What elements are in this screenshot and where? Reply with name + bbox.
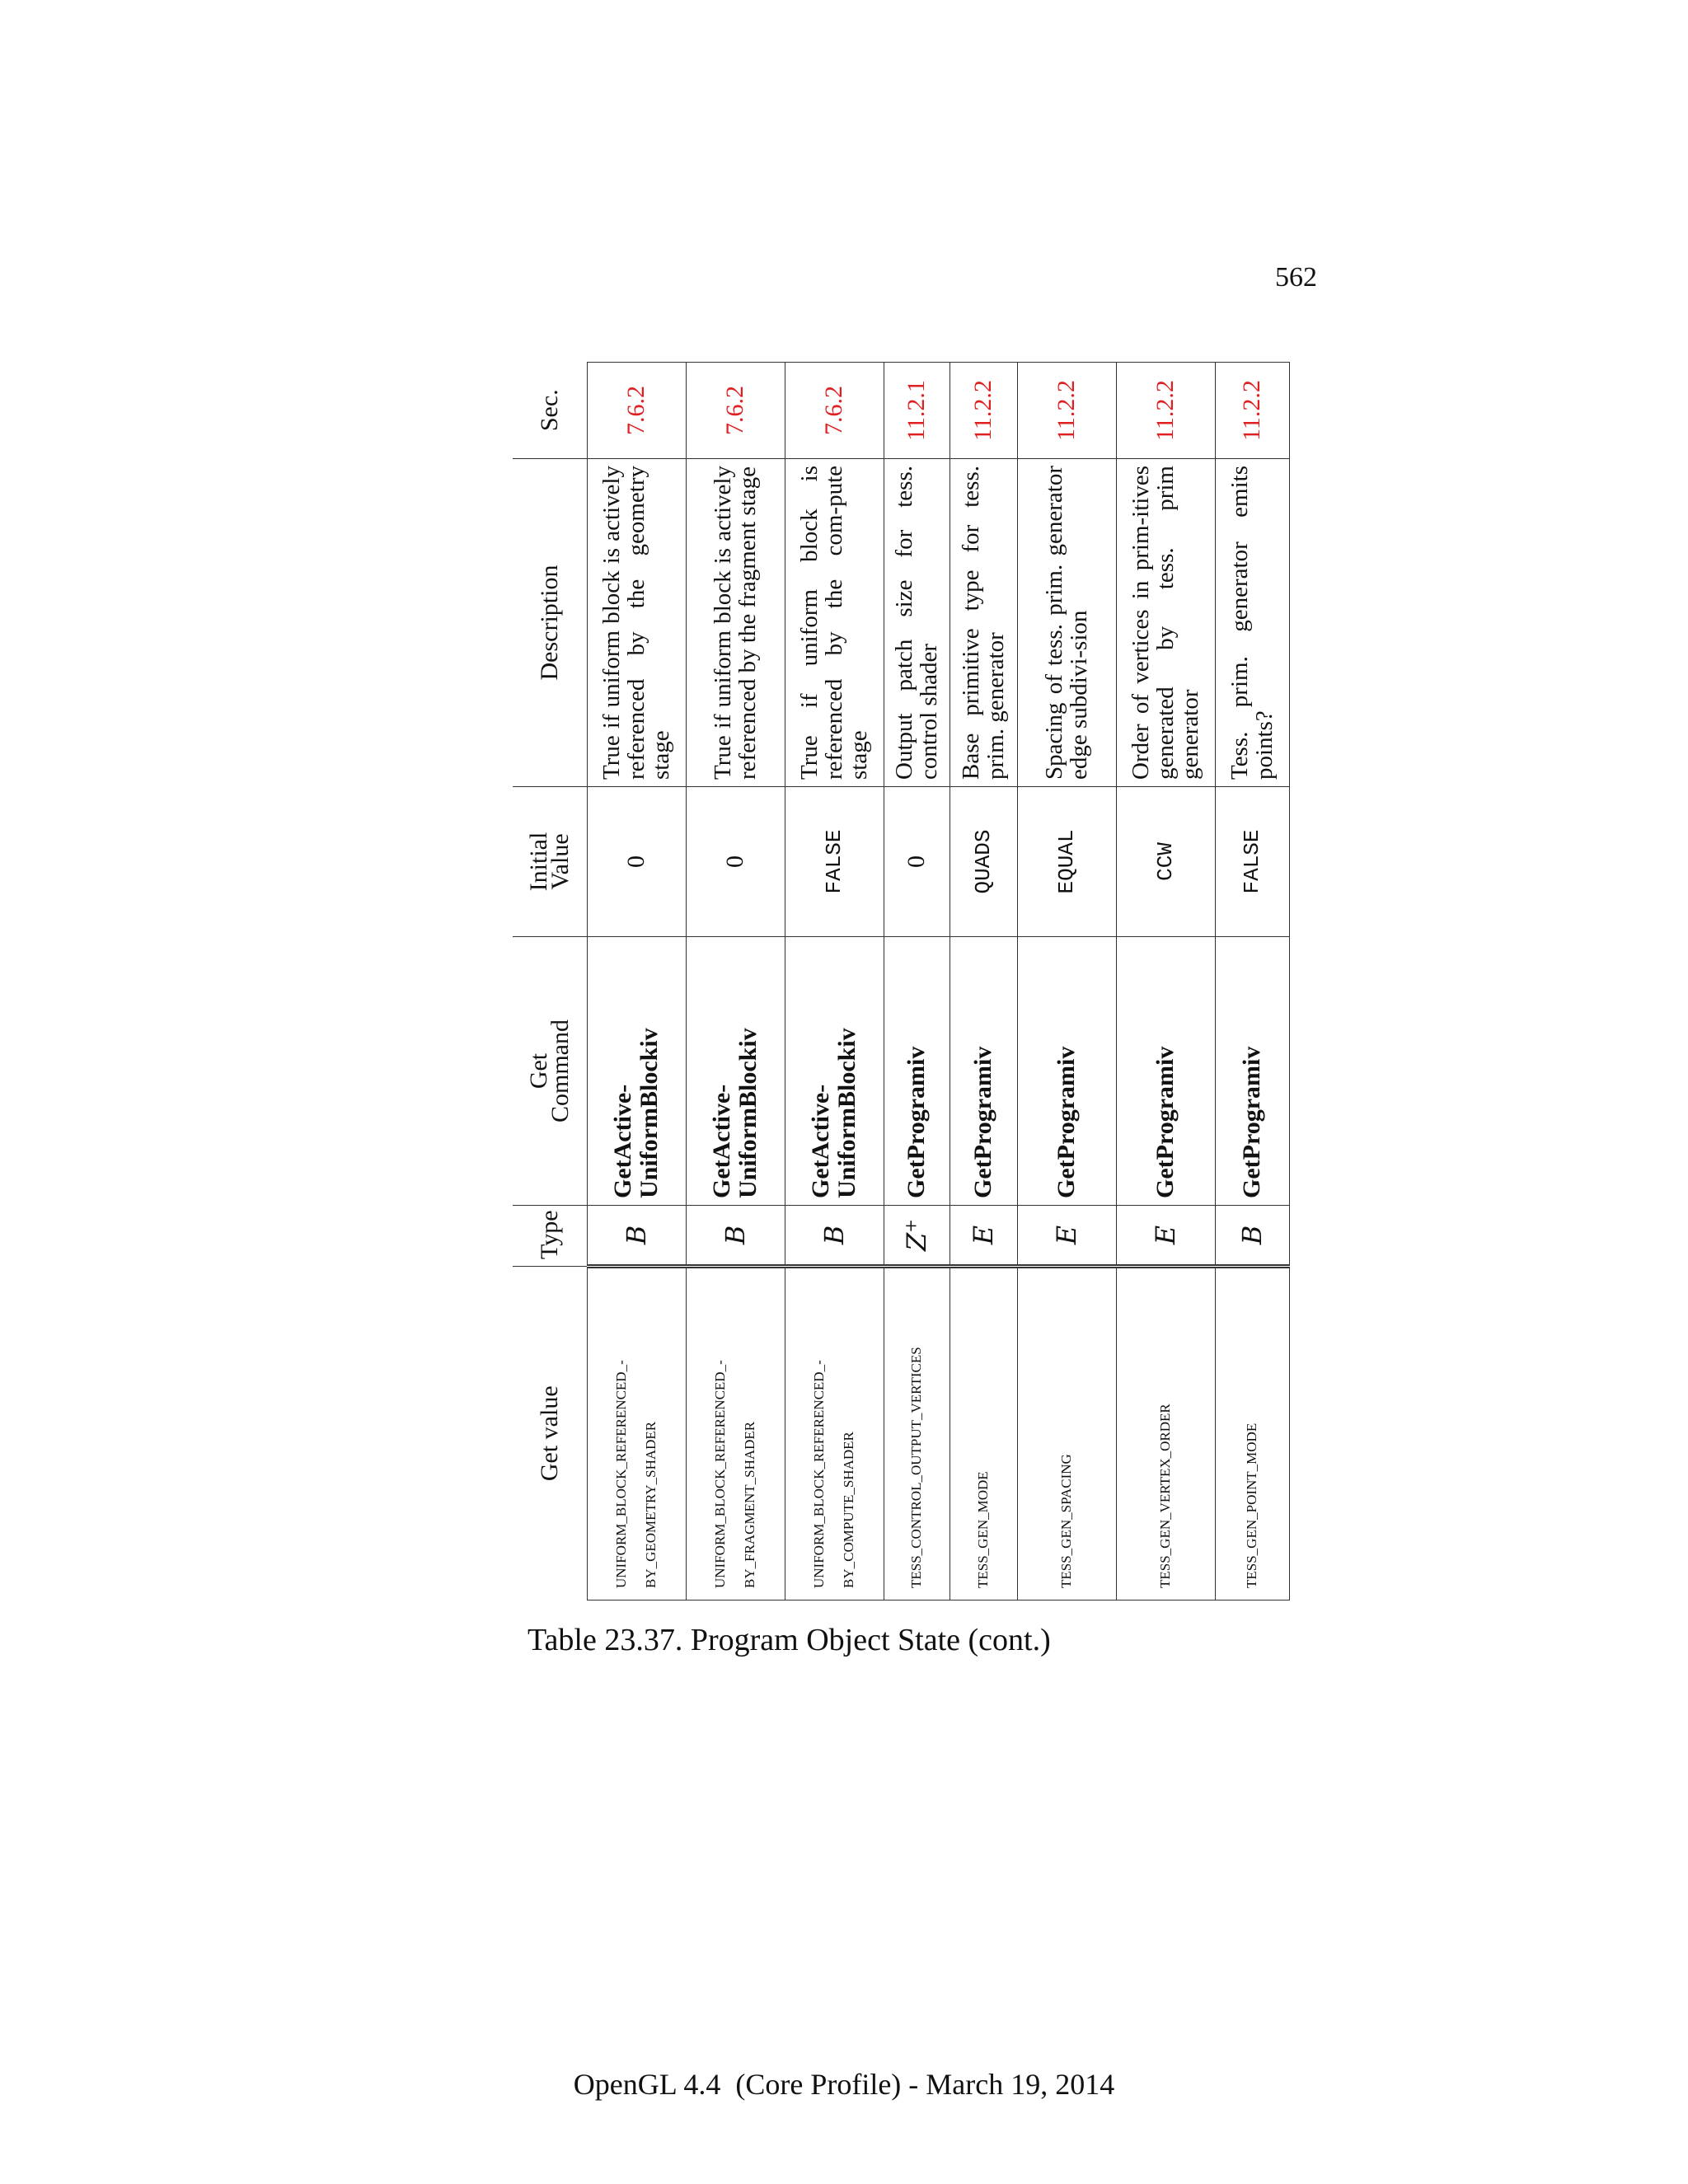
section-link[interactable]: 11.2.2 (1151, 380, 1179, 441)
header-get-command: Get Command (513, 937, 587, 1206)
cell-get-command: GetProgramiv (1116, 937, 1215, 1206)
cell-section-link[interactable] (587, 363, 686, 459)
table-row (686, 363, 785, 1601)
cell-get-command: GetProgramiv (1017, 937, 1116, 1206)
section-link[interactable]: 11.2.2 (1053, 380, 1080, 441)
cell-type: B (785, 1206, 884, 1267)
cell-description: True if uniform block is referenced by the com-pute stage (785, 459, 884, 787)
table-caption: Table 23.37. Program Object State (cont.) (528, 1623, 1051, 1657)
cell-initial-value: FALSE (1215, 787, 1289, 937)
cell-get-command: GetActive- UniformBlockiv (686, 937, 785, 1206)
cell-section-link[interactable] (785, 363, 884, 459)
cell-section-link[interactable] (1116, 363, 1215, 459)
cell-initial-value: 0 (587, 787, 686, 937)
program-object-state-table-rotated (513, 363, 1278, 1601)
cell-type: Z+ (884, 1206, 950, 1267)
section-link[interactable]: 11.2.2 (1238, 380, 1265, 441)
cell-get-value: TESS_CONTROL_OUTPUT_VERTICES (884, 1267, 950, 1601)
cell-get-value: TESS_GEN_MODE (950, 1267, 1017, 1601)
cell-type: B (686, 1206, 785, 1267)
cell-type: B (587, 1206, 686, 1267)
cell-get-value: UNIFORM_BLOCK_REFERENCED_- BY_FRAGMENT_SHADER (686, 1267, 785, 1601)
page-number: 562 (1275, 262, 1317, 293)
header-initial-value: Initial Value (513, 787, 587, 937)
section-link[interactable]: 11.2.2 (969, 380, 996, 441)
cell-get-command: GetActive- UniformBlockiv (587, 937, 686, 1206)
cell-get-command: GetActive- UniformBlockiv (785, 937, 884, 1206)
cell-get-value: TESS_GEN_SPACING (1017, 1267, 1116, 1601)
cell-get-command: GetProgramiv (884, 937, 950, 1206)
table-row (1116, 363, 1215, 1601)
cell-get-value: TESS_GEN_POINT_MODE (1215, 1267, 1289, 1601)
page-footer: OpenGL 4.4 (Core Profile) - March 19, 2014 (573, 2068, 1115, 2101)
cell-description: Output patch size for tess. control shader (884, 459, 950, 787)
cell-initial-value: 0 (884, 787, 950, 937)
cell-description: True if uniform block is actively referenced by the fragment stage (686, 459, 785, 787)
cell-initial-value: QUADS (950, 787, 1017, 937)
cell-get-value: TESS_GEN_VERTEX_ORDER (1116, 1267, 1215, 1601)
section-link[interactable]: 7.6.2 (622, 386, 649, 435)
cell-section-link[interactable] (686, 363, 785, 459)
header-sec: Sec. (513, 363, 587, 459)
cell-get-value: UNIFORM_BLOCK_REFERENCED_- BY_COMPUTE_SHADER (785, 1267, 884, 1601)
program-object-state-table (513, 362, 1290, 1601)
section-link[interactable]: 7.6.2 (820, 386, 847, 435)
section-link[interactable]: 7.6.2 (721, 386, 748, 435)
cell-type: E (1017, 1206, 1116, 1267)
cell-type: E (950, 1206, 1017, 1267)
table-row (785, 363, 884, 1601)
header-get-value: Get value (513, 1267, 587, 1601)
cell-description: Base primitive type for tess. prim. generator (950, 459, 1017, 787)
cell-section-link[interactable] (950, 363, 1017, 459)
cell-description: Tess. prim. generator emits points? (1215, 459, 1289, 787)
cell-section-link[interactable] (884, 363, 950, 459)
table-row (1215, 363, 1289, 1601)
table-row (884, 363, 950, 1601)
header-description: Description (513, 459, 587, 787)
cell-initial-value: EQUAL (1017, 787, 1116, 937)
cell-description: True if uniform block is actively referenced by the geometry stage (587, 459, 686, 787)
cell-type: B (1215, 1206, 1289, 1267)
cell-section-link[interactable] (1215, 363, 1289, 459)
cell-initial-value: 0 (686, 787, 785, 937)
cell-get-command: GetProgramiv (1215, 937, 1289, 1206)
table-row (587, 363, 686, 1601)
cell-description: Spacing of tess. prim. generator edge subdivi-sion (1017, 459, 1116, 787)
cell-get-command: GetProgramiv (950, 937, 1017, 1206)
section-link[interactable]: 11.2.1 (903, 380, 930, 441)
cell-initial-value: FALSE (785, 787, 884, 937)
cell-description: Order of vertices in prim-itives generated by tess. prim generator (1116, 459, 1215, 787)
table-body (587, 363, 1289, 1601)
header-type: Type (513, 1206, 587, 1267)
cell-section-link[interactable] (1017, 363, 1116, 459)
cell-initial-value: CCW (1116, 787, 1215, 937)
table-row (1017, 363, 1116, 1601)
table-row (950, 363, 1017, 1601)
cell-type: E (1116, 1206, 1215, 1267)
table-header-row (513, 363, 587, 1601)
cell-get-value: UNIFORM_BLOCK_REFERENCED_- BY_GEOMETRY_SHADER (587, 1267, 686, 1601)
